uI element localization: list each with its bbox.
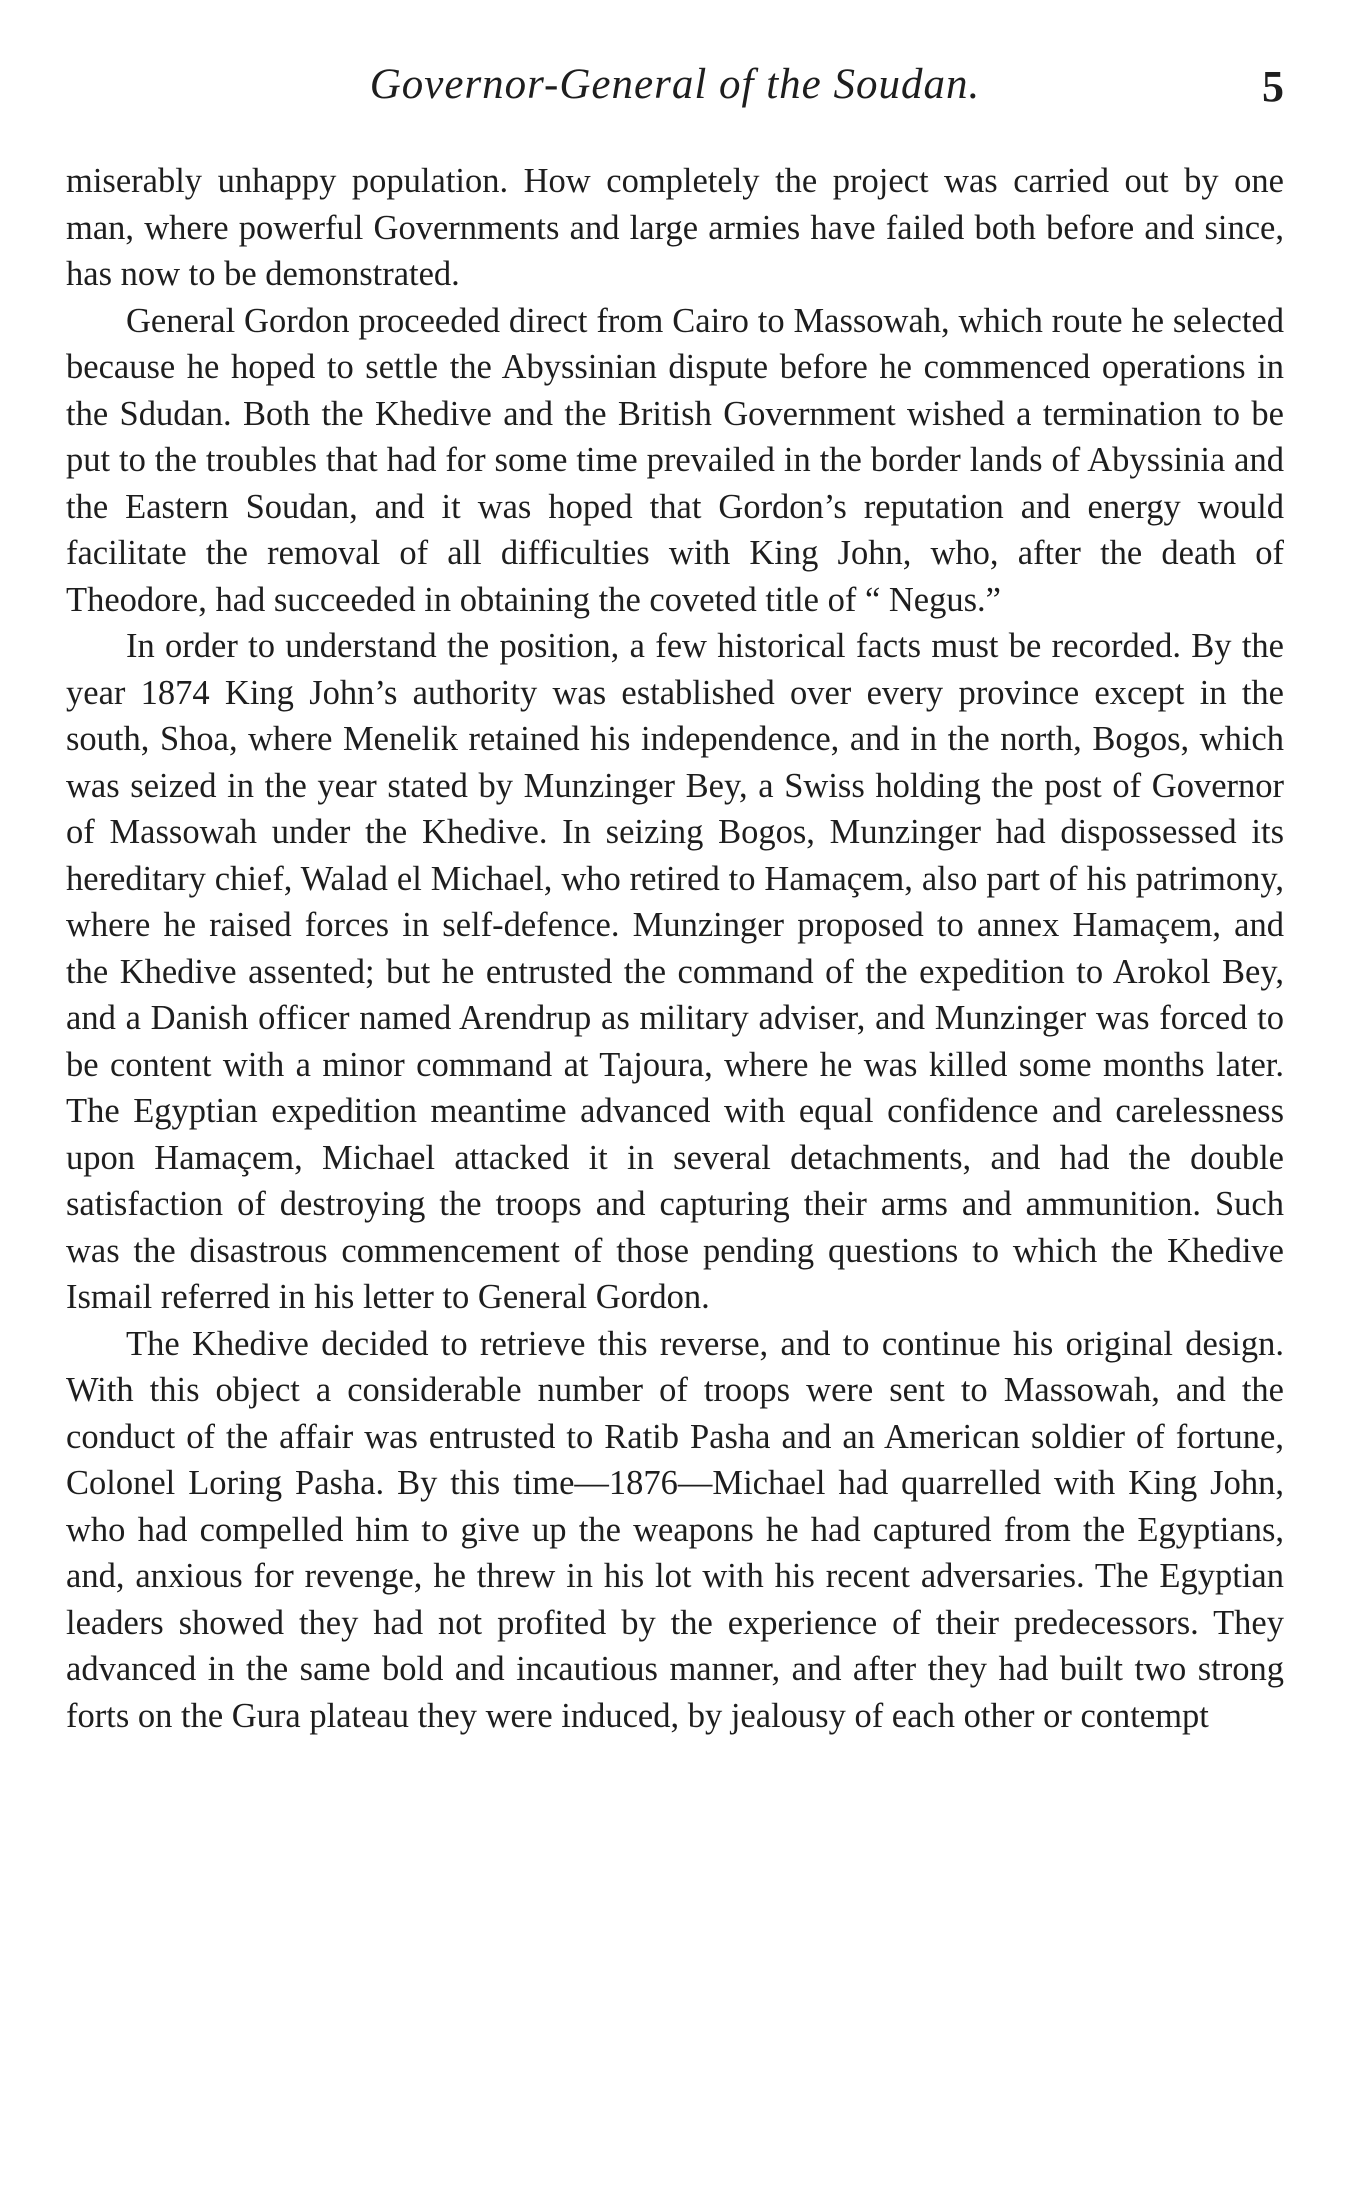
paragraph-continuation: miserably unhappy population. How completely the project was carried out by one man, where powerful Governments and large armies have failed both before and since, has now to be demonstrated. [66,162,1284,293]
running-title: Governor-General of the Soudan. [369,61,981,108]
body-text [66,158,1284,1739]
running-head [66,55,1284,115]
page-number: 5 [1262,62,1284,111]
paragraph-historical-facts: In order to understand the position, a few historical facts must be recorded. By the year 1874 King John’s authority was established over every province except in the south, Shoa, where Menelik retained his independence, and in the north, Bogos, which was seized in the year stated by Munzinger Bey, a Swiss holding the post of Governor of Massowah under the Khedive. In seizing Bogos, Munzinger had dispossessed its hereditary chief, Walad el Michael, who retired to Hamaçem, also part of his patrimony, where he raised forces in self-defence. Munzinger proposed to annex Hamaçem, and the Khedive assented; but he entrusted the command of the expedition to Arokol Bey, and a Danish officer named Arendrup as military adviser, and Munzinger was forced to be content with a minor command at Tajoura, where he was killed some months later. The Egyptian expedition meantime advanced with equal confidence and carelessness upon Hamaçem, Michael attacked it in several detachments, and had the double satisfaction of destroying the troops and capturing their arms and ammunition. Such was the disastrous commencement of those pending questions to which the Khedive Ismail referred in his letter to General Gordon. [66,627,1284,1316]
paragraph-gordon-route: General Gordon proceeded direct from Cairo to Massowah, which route he selected because he hoped to settle the Abyssinian dispute before he commenced operations in the Sdudan. Both the Khedive and the British Government wished a termination to be put to the troubles that had for some time prevailed in the border lands of Abyssinia and the Eastern Soudan, and it was hoped that Gordon’s reputation and energy would facilitate the removal of all difficulties with King John, who, after the death of Theodore, had succeeded in obtaining the coveted title of “ Negus.” [66,301,1284,619]
paragraph-khedive-reverse: The Khedive decided to retrieve this reverse, and to continue his original design. With this object a considerable number of troops were sent to Massowah, and the conduct of the affair was entrusted to Ratib Pasha and an American soldier of fortune, Colonel Loring Pasha. By this time—1876—Michael had quarrelled with King John, who had compelled him to give up the weapons he had captured from the Egyptians, and, anxious for revenge, he threw in his lot with his recent adversaries. The Egyptian leaders showed they had not profited by the experience of their predecessors. They advanced in the same bold and incautious manner, and after they had built two strong forts on the Gura plateau they were induced, by jealousy of each other or contempt [66,1324,1284,1735]
